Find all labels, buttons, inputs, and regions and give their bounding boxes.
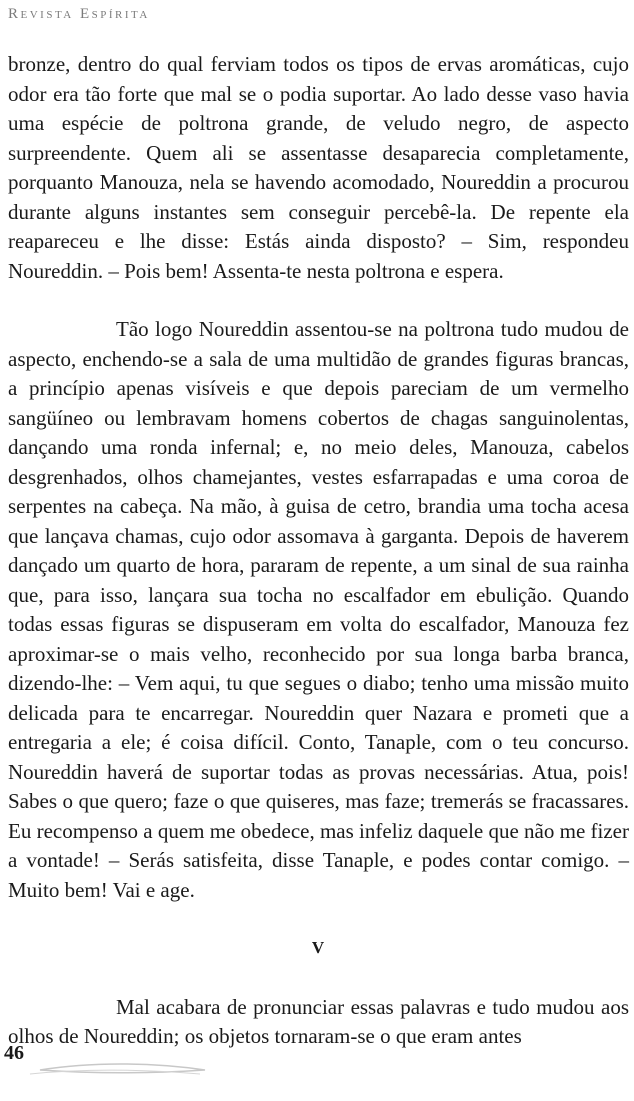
page-ornament-swoosh — [0, 1040, 220, 1080]
section-heading: V — [311, 938, 326, 957]
paragraph: bronze, dentro do qual ferviam todos os tipos de ervas aromáticas, cujo odor era tão forte que mal se o podia suportar. Ao lado desse vaso havia uma espécie de poltrona grande, de veludo negro, de aspecto surpreendente. Quem ali se assentasse desaparecia completamente, porquanto Manouza, nela se havendo acomodado, Noureddin a procurou durante alguns instantes sem conseguir percebê-la. De repente ela reapareceu e lhe disse: Estás ainda disposto? – Sim, respondeu Noureddin. – Pois bem! Assenta-te nesta poltrona e espera. — [8, 52, 629, 283]
page-body — [8, 50, 629, 1052]
running-head: Revista Espírita — [8, 6, 150, 22]
paragraph: Tão logo Noureddin assentou-se na poltrona tudo mudou de aspecto, enchendo-se a sala de uma multidão de grandes figuras brancas, a princípio apenas visíveis e que depois pareciam de um vermelho sangüíneo ou lembravam homens cobertos de chagas sanguinolentas, dançando uma ronda infernal; e, no meio deles, Manouza, cabelos desgrenhados, olhos chamejantes, vestes esfarrapadas e uma coroa de serpentes na cabeça. Na mão, à guisa de cetro, brandia uma tocha acesa que lançava chamas, cujo odor assomava à garganta. Depois de haverem dançado um quarto de hora, pararam de repente, a um sinal de sua rainha que, para isso, lançara sua tocha no escalfador em ebulição. Quando todas essas figuras se dispuseram em volta do escalfador, Manouza fez aproximar-se o mais velho, reconhecido por sua longa barba branca, dizendo-lhe: – Vem aqui, tu que segues o diabo; tenho uma missão muito delicada para te encarregar. Noureddin quer Nazara e prometi que a entregaria a ele; é coisa difícil. Conto, Tanaple, com o teu concurso. Noureddin haverá de suportar todas as provas necessárias. Atua, pois! Sabes o que quero; faze o que quiseres, mas faze; tremerás se fracassares. Eu recompenso a quem me obedece, mas infeliz daquele que não me fizer a vontade! – Serás satisfeita, disse Tanaple, e podes contar comigo. – Muito bem! Vai e age. — [8, 317, 629, 902]
paragraph: Mal acabara de pronunciar essas palavras e tudo mudou aos olhos de Noureddin; os objetos tornaram-se o que eram antes — [8, 994, 629, 1048]
page-number: 46 — [4, 1042, 24, 1064]
